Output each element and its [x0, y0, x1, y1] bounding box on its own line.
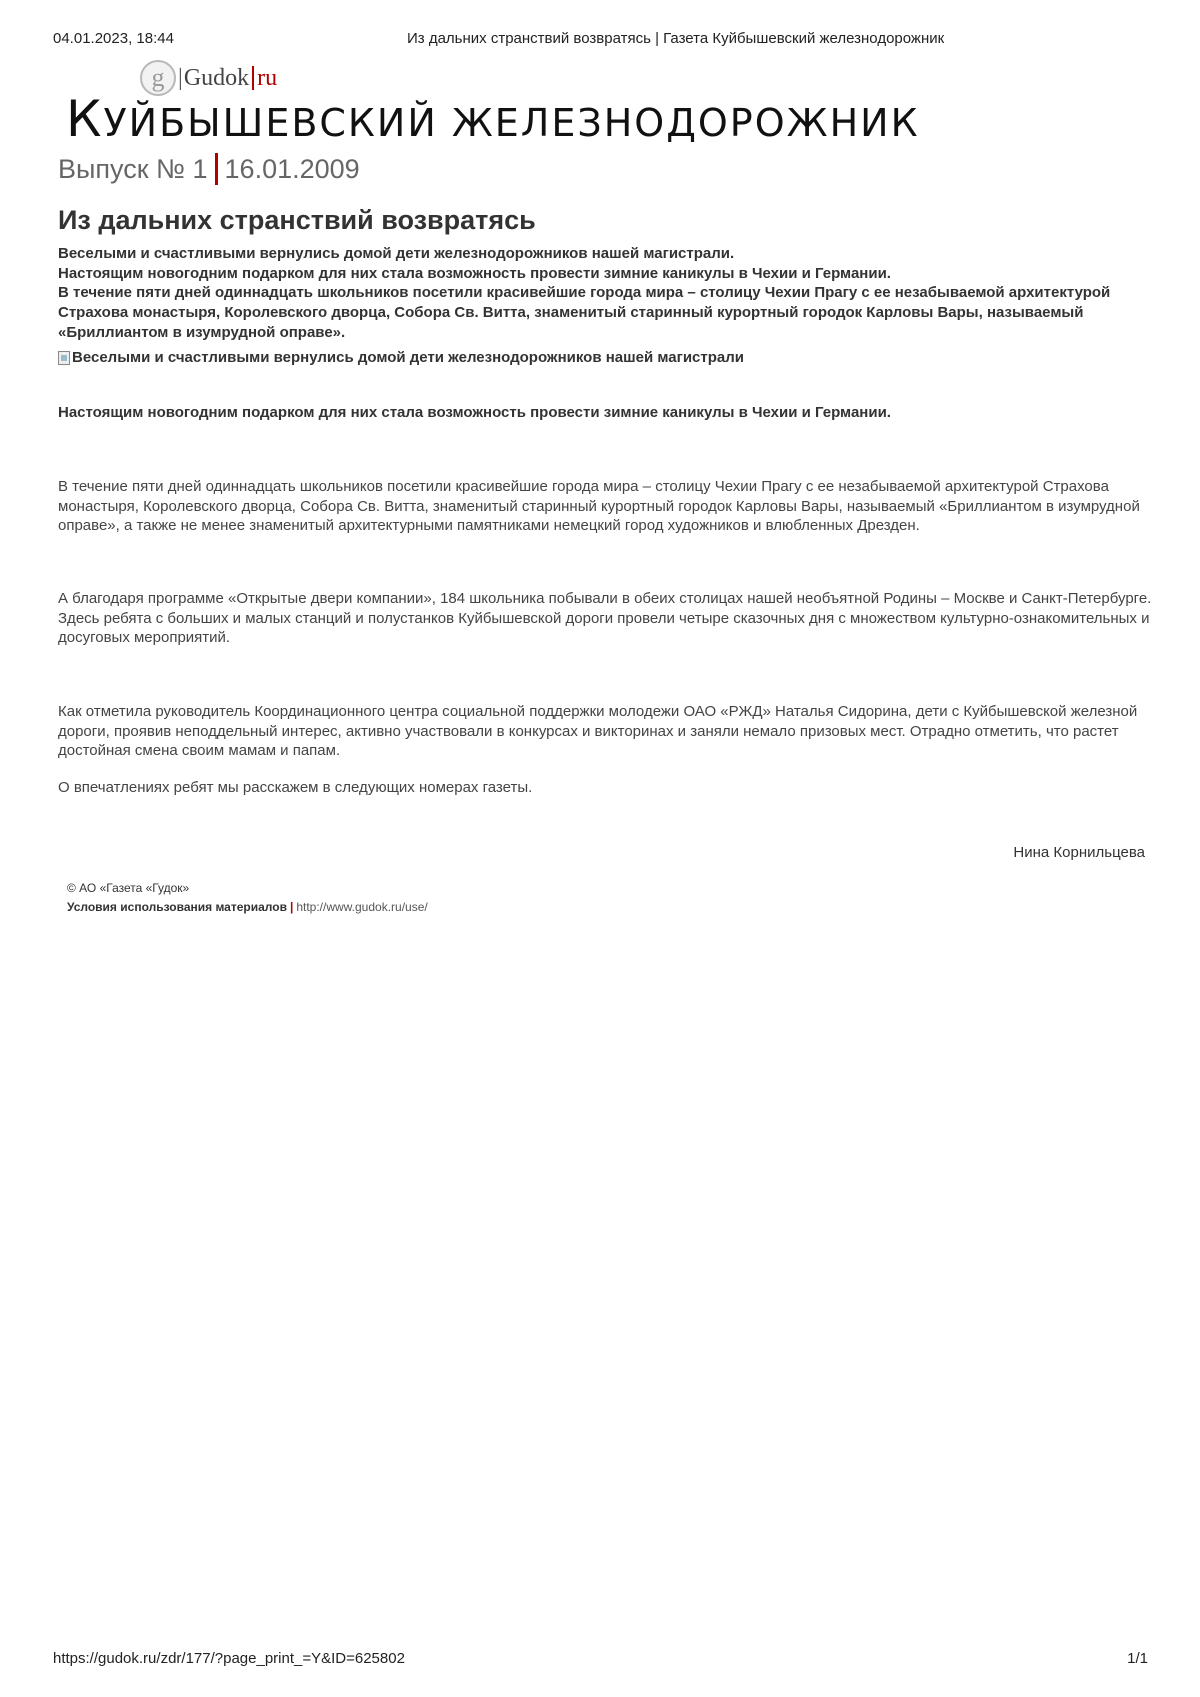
article-paragraph: О впечатлениях ребят мы расскажем в следующих номерах газеты.: [58, 779, 533, 796]
article-subhead: Настоящим новогодним подарком для них стала возможность провести зимние каникулы в Чехии и Германии.: [58, 404, 891, 421]
newspaper-name-initial: К: [66, 90, 104, 148]
gudok-logo-icon: g: [140, 60, 176, 96]
article-lead: [58, 244, 1148, 343]
footer-copyright: © АО «Газета «Гудок»: [67, 881, 190, 895]
terms-url-link[interactable]: http://www.gudok.ru/use/: [296, 900, 428, 914]
terms-link[interactable]: Условия использования материалов: [67, 900, 287, 914]
issue-date: 16.01.2009: [224, 153, 360, 184]
article-paragraph: В течение пяти дней одиннадцать школьников посетили красивейшие города мира – столицу Чехии Прагу с ее незабываемой архитектурой Страхова монастыря, Королевского дворца, Собора Св. Витта, знаменитый старинный курортный городок Карловы Вары, называемый «Бриллиантом в изумрудной оправе», а также не менее знаменитый архитектурными памятниками немецкий город художников и влюбленных Дрезден.: [58, 478, 1140, 534]
article-author: Нина Корнильцева: [1013, 844, 1145, 861]
lead-line: Настоящим новогодним подарком для них стала возможность провести зимние каникулы в Чехии и Германии.: [58, 264, 891, 282]
issue-line: [58, 153, 360, 185]
issue-divider: [215, 153, 218, 185]
logo-separator: |: [178, 64, 183, 91]
article-paragraph: Как отметила руководитель Координационного центра социальной поддержки молодежи ОАО «РЖД» Наталья Сидорина, дети с Куйбышевской железной дороги, проявив неподдельный интерес, активно участвовали в конкурсах и викторинах и заняли немало призовых мест. Отрадно отметить, что растет достойная смена своим мамам и папам.: [58, 703, 1138, 759]
lead-line: В течение пяти дней одиннадцать школьников посетили красивейшие города мира – столицу Чехии Прагу с ее незабываемой архитектурой Страхова монастыря, Королевского дворца, Собора Св. Витта, знаменитый старинный курортный городок Карловы Вары, называемый «Бриллиантом в изумрудной оправе».: [58, 284, 1111, 341]
footer-terms: [67, 900, 428, 914]
lead-line: Веселыми и счастливыми вернулись домой дети железнодорожников нашей магистрали.: [58, 245, 735, 262]
image-alt-text: Веселыми и счастливыми вернулись домой дети железнодорожников нашей магистрали: [72, 349, 744, 366]
newspaper-name-rest: УЙБЫШЕВСКИЙ ЖЕЛЕЗНОДОРОЖНИК: [103, 101, 920, 145]
article-title: Из дальних странствий возвратясь: [58, 205, 536, 235]
newspaper-name: [66, 90, 920, 148]
broken-image-icon: [58, 351, 70, 365]
logo-suffix: ru: [257, 64, 278, 91]
article-image: [58, 349, 744, 366]
print-footer-url: https://gudok.ru/zdr/177/?page_print_=Y&ID=625802: [53, 1650, 405, 1667]
logo-name: Gudok: [183, 64, 250, 91]
article-paragraph: А благодаря программе «Открытые двери компании», 184 школьника побывали в обеих столицах нашей необъятной Родины – Москве и Санкт-Петербурге. Здесь ребята с больших и малых станций и полустанков Куйбышевской дороги провели четыре сказочных дня с множеством культурно-ознакомительных и досуговых мероприятий.: [58, 590, 1152, 646]
logo-divider: [252, 66, 254, 90]
terms-separator: |: [289, 900, 294, 914]
print-footer-page-number: 1/1: [1127, 1650, 1148, 1667]
issue-number: Выпуск № 1: [58, 153, 208, 184]
print-header-title: Из дальних странствий возвратясь | Газета Куйбышевский железнодорожник: [407, 30, 945, 47]
print-header-datetime: 04.01.2023, 18:44: [53, 30, 174, 47]
